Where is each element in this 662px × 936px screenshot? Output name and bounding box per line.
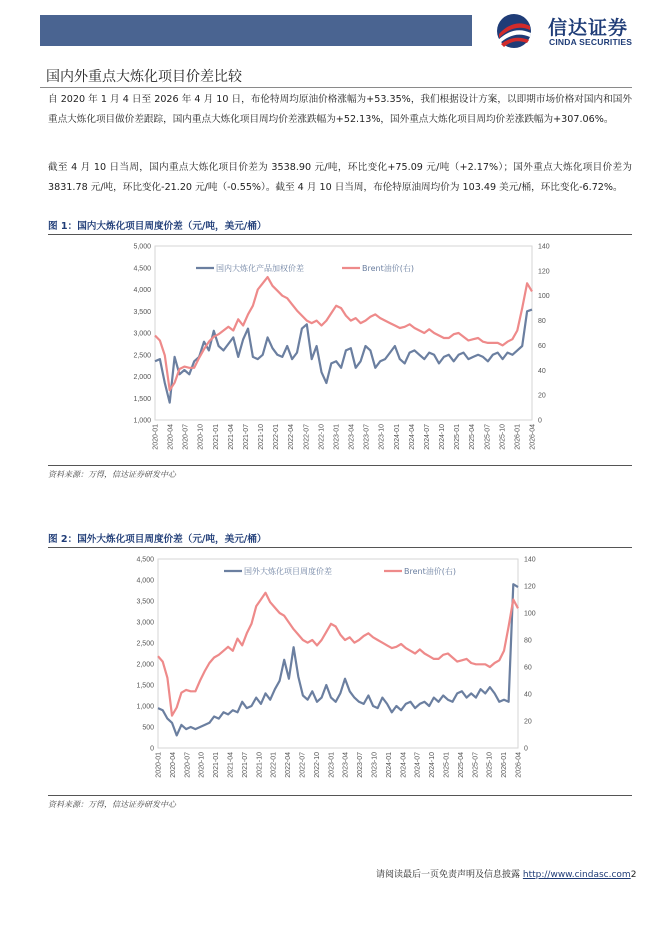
left-axis-tick-label: 1,500 [136, 682, 154, 690]
x-axis-tick-label: 2025-10 [499, 424, 507, 450]
x-axis-tick-label: 2022-01 [270, 752, 278, 778]
x-axis-tick-label: 2022-07 [299, 752, 307, 778]
x-axis-tick-label: 2024-10 [429, 752, 437, 778]
figure-1-bottom-rule [48, 465, 632, 466]
x-axis-tick-label: 2024-07 [423, 424, 431, 450]
x-axis-tick-label: 2026-01 [514, 424, 522, 450]
x-axis-tick-label: 2021-01 [213, 752, 221, 778]
x-axis-tick-label: 2020-04 [169, 752, 177, 778]
x-axis-tick-label: 2020-07 [182, 424, 190, 450]
footer [376, 867, 636, 880]
x-axis-tick-label: 2022-04 [285, 752, 293, 778]
left-axis-tick-label: 1,500 [133, 395, 151, 403]
left-axis-tick-label: 3,500 [133, 308, 151, 316]
left-axis-tick-label: 3,500 [136, 598, 154, 606]
page-title: 国内外重点大炼化项目价差比较 [46, 69, 242, 85]
summary-paragraph-2: 截至 4 月 10 日当周，国内重点大炼化项目价差为 3538.90 元/吨，环比变化+75.09 元/吨（+2.17%）；国外重点大炼化项目价差为 3831.78 元/吨，环比变化-21.20 元/吨（-0.55%）。截至 4 月 10 日当周，布伦特原油周均价为 103.49 美元/桶，环比变化-6.72%。 [48, 162, 632, 193]
right-axis-tick-label: 60 [524, 664, 532, 672]
right-axis-tick-label: 100 [524, 610, 536, 618]
legend-label-brent: Brent油价(右) [362, 264, 414, 273]
x-axis-tick-label: 2023-10 [378, 424, 386, 450]
left-axis-tick-label: 2,500 [133, 352, 151, 360]
left-axis-tick-label: 4,000 [136, 577, 154, 585]
plot-area [155, 246, 532, 420]
x-axis-tick-label: 2020-10 [198, 752, 206, 778]
figure-2-chart [48, 549, 632, 793]
left-axis-tick-label: 4,000 [133, 287, 151, 294]
left-axis-tick-label: 3,000 [136, 619, 154, 627]
left-axis-tick-label: 2,000 [133, 374, 151, 381]
company-name-cn: 信达证券 [548, 17, 629, 39]
x-axis-tick-label: 2025-01 [443, 752, 451, 778]
right-axis-tick-label: 120 [524, 583, 536, 591]
x-axis-tick-label: 2020-01 [155, 752, 163, 778]
x-axis-tick-label: 2020-10 [197, 424, 205, 450]
figure-2-title: 图 2：国外大炼化项目周度价差（元/吨，美元/桶） [48, 534, 267, 545]
x-axis-tick-label: 2022-07 [303, 424, 311, 450]
figure-1-source: 资料来源：万得，信达证券研发中心 [48, 470, 176, 479]
left-axis-tick-label: 3,000 [133, 330, 151, 338]
x-axis-tick-label: 2021-10 [256, 752, 264, 778]
figure-2-source: 资料来源：万得，信达证券研发中心 [48, 800, 176, 809]
left-axis-tick-label: 500 [142, 724, 154, 732]
header-bar [40, 15, 472, 46]
x-axis-tick-label: 2023-01 [328, 752, 336, 778]
left-axis-tick-label: 1,000 [136, 703, 154, 711]
x-axis-tick-label: 2024-10 [439, 424, 447, 450]
legend-label-brent: Brent油价(右) [404, 567, 456, 576]
x-axis-tick-label: 2020-01 [152, 424, 160, 450]
x-axis-tick-label: 2022-01 [273, 424, 281, 450]
right-axis-tick-label: 100 [538, 293, 550, 301]
x-axis-tick-label: 2021-01 [212, 424, 220, 450]
right-axis-tick-label: 140 [524, 556, 536, 564]
right-axis-tick-label: 80 [524, 637, 532, 645]
x-axis-tick-label: 2021-04 [227, 424, 235, 450]
x-axis-tick-label: 2025-10 [486, 752, 494, 778]
x-axis-tick-label: 2023-01 [333, 424, 341, 450]
title-divider [40, 87, 632, 88]
figure-1-chart [48, 236, 632, 464]
right-axis-tick-label: 40 [538, 367, 546, 375]
company-name-en: CINDA SECURITIES [549, 37, 633, 47]
x-axis-tick-label: 2023-10 [371, 752, 379, 778]
left-axis-tick-label: 2,000 [136, 661, 154, 669]
x-axis-tick-label: 2023-07 [357, 752, 365, 778]
x-axis-tick-label: 2021-07 [242, 424, 250, 450]
right-axis-tick-label: 80 [538, 318, 546, 326]
x-axis-tick-label: 2023-04 [342, 752, 350, 778]
x-axis-tick-label: 2025-04 [469, 424, 477, 450]
brent-series-line [155, 277, 532, 390]
right-axis-tick-label: 0 [538, 417, 542, 425]
summary-paragraph-1: 自 2020 年 1 月 4 日至 2026 年 4 月 10 日，布伦特周均原油价格涨幅为+53.35%，我们根据设计方案，以即期市场价格对国内和国外重点大炼化项目做价差跟踪，国内重点大炼化项目周均价差涨跌幅为+52.13%，国外重点大炼化项目周均价差涨跌幅为+307.06%。 [48, 94, 632, 125]
x-axis-tick-label: 2024-04 [408, 424, 416, 450]
x-axis-tick-label: 2025-01 [454, 424, 462, 450]
right-axis-tick-label: 60 [538, 342, 546, 350]
x-axis-tick-label: 2024-01 [393, 424, 401, 450]
x-axis-tick-label: 2022-10 [318, 424, 326, 450]
x-axis-tick-label: 2021-07 [241, 752, 249, 778]
right-axis-tick-label: 40 [524, 691, 532, 699]
legend-label-spread: 国内大炼化产品加权价差 [216, 264, 304, 273]
x-axis-tick-label: 2025-07 [484, 424, 492, 450]
legend-label-spread: 国外大炼化项目周度价差 [244, 567, 332, 576]
x-axis-tick-label: 2022-10 [313, 752, 321, 778]
figure-2-top-rule [48, 547, 632, 548]
x-axis-tick-label: 2024-04 [400, 752, 408, 778]
left-axis-tick-label: 5,000 [133, 243, 151, 251]
right-axis-tick-label: 20 [538, 392, 546, 400]
x-axis-tick-label: 2024-07 [414, 752, 422, 778]
left-axis-tick-label: 0 [150, 745, 154, 753]
x-axis-tick-label: 2024-01 [385, 752, 393, 778]
left-axis-tick-label: 4,500 [133, 265, 151, 273]
left-axis-tick-label: 4,500 [136, 556, 154, 564]
x-axis-tick-label: 2023-07 [363, 424, 371, 450]
x-axis-tick-label: 2026-01 [501, 752, 509, 778]
x-axis-tick-label: 2021-10 [258, 424, 266, 450]
x-axis-tick-label: 2020-07 [184, 752, 192, 778]
figure-1-title: 图 1：国内大炼化项目周度价差（元/吨，美元/桶） [48, 221, 267, 232]
right-axis-tick-label: 20 [524, 718, 532, 726]
x-axis-tick-label: 2022-04 [288, 424, 296, 450]
x-axis-tick-label: 2025-04 [457, 752, 465, 778]
page-number: 2 [630, 870, 637, 880]
disclaimer-text: 请阅读最后一页免责声明及信息披露 [376, 870, 521, 880]
spread-series-line [155, 310, 532, 403]
x-axis-tick-label: 2021-04 [227, 752, 235, 778]
x-axis-tick-label: 2026-04 [515, 752, 523, 778]
x-axis-tick-label: 2020-04 [167, 424, 175, 450]
right-axis-tick-label: 140 [538, 243, 550, 251]
right-axis-tick-label: 0 [524, 745, 528, 753]
figure-1-top-rule [48, 234, 632, 235]
x-axis-tick-label: 2025-07 [472, 752, 480, 778]
x-axis-tick-label: 2026-04 [529, 424, 537, 450]
x-axis-tick-label: 2023-04 [348, 424, 356, 450]
right-axis-tick-label: 120 [538, 268, 550, 276]
left-axis-tick-label: 2,500 [136, 640, 154, 648]
left-axis-tick-label: 1,000 [133, 417, 151, 425]
figure-2-bottom-rule [48, 795, 632, 796]
website-link[interactable]: http://www.cindasc.com [522, 870, 631, 880]
